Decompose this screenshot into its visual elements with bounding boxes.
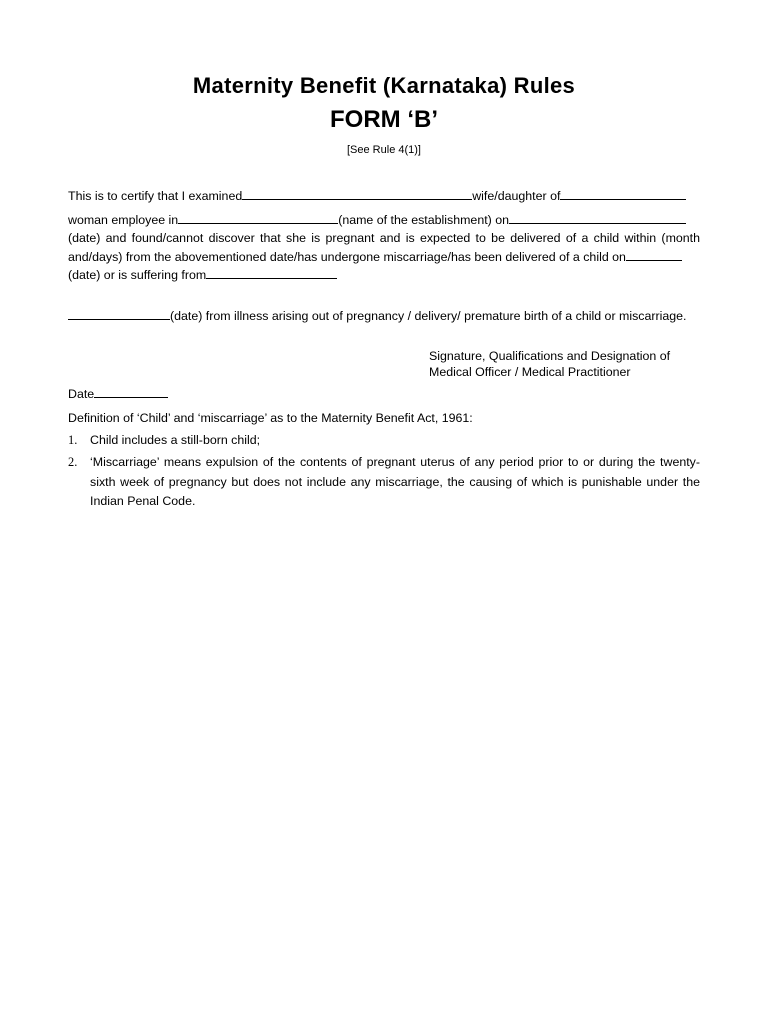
illness-text: (date) from illness arising out of pregnancy / delivery/ premature birth of a child or miscarriage.	[170, 309, 687, 323]
signature-block	[429, 348, 670, 380]
establishment-blank[interactable]	[178, 211, 338, 224]
miscarriage-text: and/days) from the abovementioned date/has undergone miscarriage/has been delivered of a child on	[68, 250, 626, 264]
establishment-text: (name of the establishment) on	[338, 213, 510, 227]
certificate-line-4	[68, 248, 700, 266]
document-title: Maternity Benefit (Karnataka) Rules	[192, 73, 576, 98]
employee-text: woman employee in	[68, 213, 179, 227]
illness-start-blank[interactable]	[206, 266, 337, 279]
exam-date-blank[interactable]	[509, 211, 686, 224]
date-label: Date	[68, 387, 95, 401]
signature-line-2: Medical Officer / Medical Practitioner	[429, 365, 631, 379]
rule-reference: [See Rule 4(1)]	[347, 144, 421, 156]
certificate-line-2	[68, 211, 700, 229]
delivery-date-blank[interactable]	[626, 248, 682, 261]
certificate-line-3: (date) and found/cannot discover that she is pregnant and is expected to be delivered of a child within (month	[68, 231, 700, 245]
certificate-line-5	[68, 266, 700, 284]
signature-line-1: Signature, Qualifications and Designation of	[429, 349, 671, 363]
certify-text: This is to certify that I examined	[68, 189, 243, 203]
wife-daughter-text: wife/daughter of	[472, 189, 561, 203]
date-line	[68, 385, 700, 403]
definitions-heading: Definition of ‘Child’ and ‘miscarriage’ as to the Maternity Benefit Act, 1961:	[68, 411, 473, 425]
relation-name-blank[interactable]	[560, 187, 686, 200]
date-blank[interactable]	[94, 385, 168, 398]
definition-item-1: Child includes a still-born child;	[90, 433, 261, 447]
suffering-text: (date) or is suffering from	[68, 268, 207, 282]
list-number-2: 2.	[68, 455, 78, 469]
definition-item-2: ‘Miscarriage’ means expulsion of the contents of pregnant uterus of any period prior to or during the twenty-sixth week of pregnancy but does not include any miscarriage, the causing of which is punishable under the Indian Penal Code.	[90, 455, 700, 508]
examined-name-blank[interactable]	[242, 187, 472, 200]
illness-end-blank[interactable]	[68, 307, 170, 320]
form-title: FORM ‘B’	[330, 106, 438, 133]
certificate-line-6	[68, 307, 700, 325]
list-number-1: 1.	[68, 433, 78, 447]
certificate-line-1	[68, 187, 700, 205]
